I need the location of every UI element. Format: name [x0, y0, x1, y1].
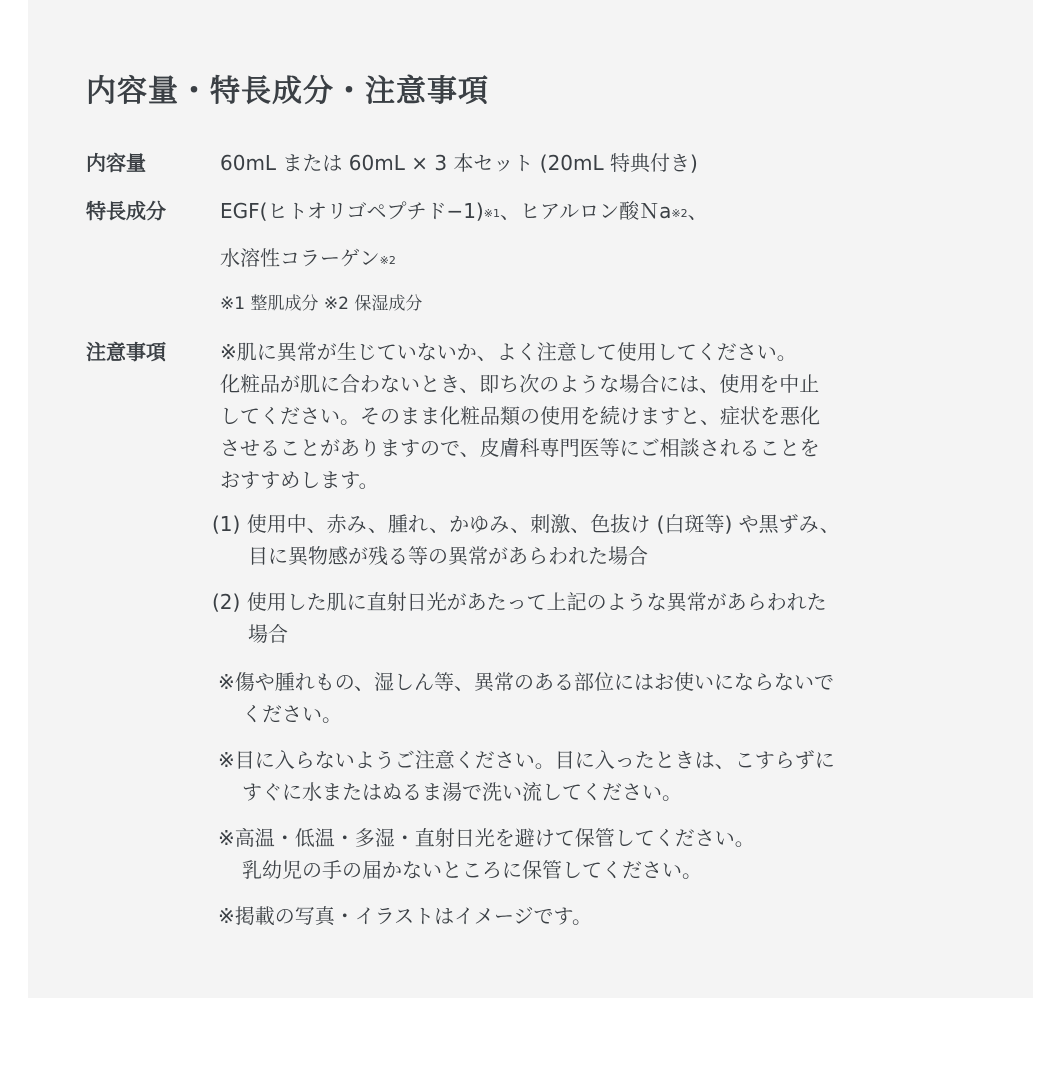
- caution-line: ※肌に異常が生じていないか、よく注意して使用してください。: [220, 340, 797, 364]
- caution-item-2: [212, 586, 827, 650]
- volume-value: 60mL または 60mL × 3 本セット (20mL 特典付き): [220, 151, 698, 175]
- ingredient-egf: EGF(ヒトオリゴペプチド−1): [220, 199, 484, 223]
- ingredients-line-1: [220, 195, 708, 228]
- ingredients-footnote: ※1 整肌成分 ※2 保湿成分: [220, 294, 423, 314]
- ingredients-label: 特長成分: [86, 199, 166, 223]
- ingredient-separator: 、: [687, 199, 708, 223]
- caution-note-text: ください。: [242, 702, 342, 726]
- caution-note-text: 乳幼児の手の届かないところに保管してください。: [242, 858, 702, 882]
- caution-line: してください。そのまま化粧品類の使用を続けますと、症状を悪化: [220, 404, 820, 428]
- caution-note-text: すぐに水またはぬるま湯で洗い流してください。: [242, 780, 682, 804]
- cautions-intro: [220, 336, 820, 496]
- footnote-mark: ※2: [671, 207, 688, 220]
- info-panel: [28, 0, 1033, 998]
- ingredients-line-2: [220, 242, 396, 275]
- caution-item-text: (2) 使用した肌に直射日光があたって上記のような異常があらわれた: [212, 590, 827, 614]
- cautions-label: 注意事項: [86, 340, 166, 364]
- caution-line: おすすめします。: [220, 468, 379, 492]
- caution-note-2: [218, 744, 835, 808]
- ingredient-collagen: 水溶性コラーゲン: [220, 246, 380, 270]
- caution-note-text: ※傷や腫れもの、湿しん等、異常のある部位にはお使いにならないで: [218, 670, 834, 694]
- section-title: 内容量・特長成分・注意事項: [86, 74, 489, 109]
- caution-item-text: 目に異物感が残る等の異常があらわれた場合: [248, 544, 648, 568]
- footnote-mark: ※1: [483, 207, 500, 220]
- footnote-mark: ※2: [379, 254, 396, 267]
- caution-line: 化粧品が肌に合わないとき、即ち次のような場合には、使用を中止: [220, 372, 820, 396]
- caution-note-1: [218, 666, 834, 730]
- caution-note-text: ※高温・低温・多湿・直射日光を避けて保管してください。: [218, 826, 755, 850]
- caution-item-1: [212, 508, 840, 572]
- ingredient-hyaluronic: 、ヒアルロン酸Ｎa: [499, 199, 672, 223]
- caution-item-text: 場合: [248, 622, 288, 646]
- caution-note-3: [218, 822, 755, 886]
- caution-line: させることがありますので、皮膚科専門医等にご相談されることを: [220, 436, 820, 460]
- caution-note-4: ※掲載の写真・イラストはイメージです。: [218, 904, 592, 928]
- caution-note-text: ※目に入らないようご注意ください。目に入ったときは、こすらずに: [218, 748, 835, 772]
- volume-label: 内容量: [86, 151, 146, 175]
- caution-item-text: (1) 使用中、赤み、腫れ、かゆみ、刺激、色抜け (白斑等) や黒ずみ、: [212, 512, 840, 536]
